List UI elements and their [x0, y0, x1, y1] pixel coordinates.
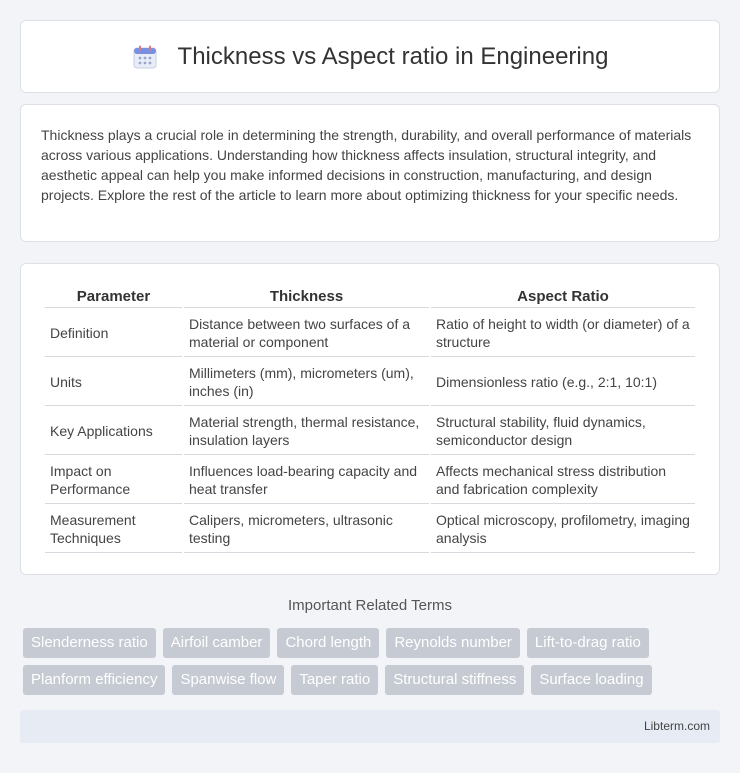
tag-row	[23, 628, 723, 658]
cell-aspect-ratio: Affects mechanical stress distribution and fabrication complexity	[431, 455, 695, 504]
related-terms-title: Important Related Terms	[288, 597, 452, 614]
comparison-table	[43, 286, 697, 553]
header-aspect-ratio: Aspect Ratio	[431, 286, 695, 308]
header-thickness: Thickness	[184, 286, 429, 308]
table-row	[45, 308, 695, 357]
intro-paragraph: Thickness plays a crucial role in determining the strength, durability, and overall performance of materials across various applications. Understanding how thickness affects insulation, structural integrity, and aesthetic appeal can help you make informed decisions in construction, manufacturing, and design projects. Explore the rest of the article to learn more about optimizing thickness for your specific needs.	[41, 127, 692, 203]
footer-site-link[interactable]: Libterm.com	[643, 719, 710, 733]
table-row	[45, 504, 695, 553]
related-terms	[23, 628, 723, 702]
table-header-row	[45, 286, 695, 308]
cell-parameter: Key Applications	[45, 406, 182, 455]
cell-parameter: Units	[45, 357, 182, 406]
cell-thickness: Millimeters (mm), micrometers (um), inches (in)	[184, 357, 429, 406]
cell-aspect-ratio: Structural stability, fluid dynamics, semiconductor design	[431, 406, 695, 455]
cell-aspect-ratio: Dimensionless ratio (e.g., 2:1, 10:1)	[431, 357, 695, 406]
cell-aspect-ratio: Ratio of height to width (or diameter) of a structure	[431, 308, 695, 357]
tag-airfoil-camber[interactable]: Airfoil camber	[163, 628, 271, 658]
tag-surface-loading[interactable]: Surface loading	[531, 665, 651, 695]
tag-taper-ratio[interactable]: Taper ratio	[291, 665, 378, 695]
table-row	[45, 455, 695, 504]
cell-parameter: Impact on Performance	[45, 455, 182, 504]
cell-aspect-ratio: Optical microscopy, profilometry, imaging analysis	[431, 504, 695, 553]
table-row	[45, 406, 695, 455]
tag-slenderness-ratio[interactable]: Slenderness ratio	[23, 628, 156, 658]
tag-reynolds-number[interactable]: Reynolds number	[386, 628, 520, 658]
comparison-card	[20, 263, 720, 575]
page-title: Thickness vs Aspect ratio in Engineering	[177, 42, 609, 70]
tag-chord-length[interactable]: Chord length	[277, 628, 379, 658]
table-row	[45, 357, 695, 406]
header	[132, 43, 609, 71]
cell-thickness: Calipers, micrometers, ultrasonic testing	[184, 504, 429, 553]
cell-thickness: Distance between two surfaces of a material or component	[184, 308, 429, 357]
header-parameter: Parameter	[45, 286, 182, 308]
cell-thickness: Material strength, thermal resistance, insulation layers	[184, 406, 429, 455]
tag-planform-efficiency[interactable]: Planform efficiency	[23, 665, 165, 695]
tag-structural-stiffness[interactable]: Structural stiffness	[385, 665, 524, 695]
cell-parameter: Measurement Techniques	[45, 504, 182, 553]
cell-thickness: Influences load-bearing capacity and heat transfer	[184, 455, 429, 504]
tag-row	[23, 665, 723, 695]
calendar-icon	[132, 44, 158, 70]
header-card	[20, 20, 720, 93]
intro-card	[20, 104, 720, 242]
tag-spanwise-flow[interactable]: Spanwise flow	[172, 665, 284, 695]
cell-parameter: Definition	[45, 308, 182, 357]
footer	[20, 710, 720, 743]
tag-lift-to-drag-ratio[interactable]: Lift-to-drag ratio	[527, 628, 649, 658]
